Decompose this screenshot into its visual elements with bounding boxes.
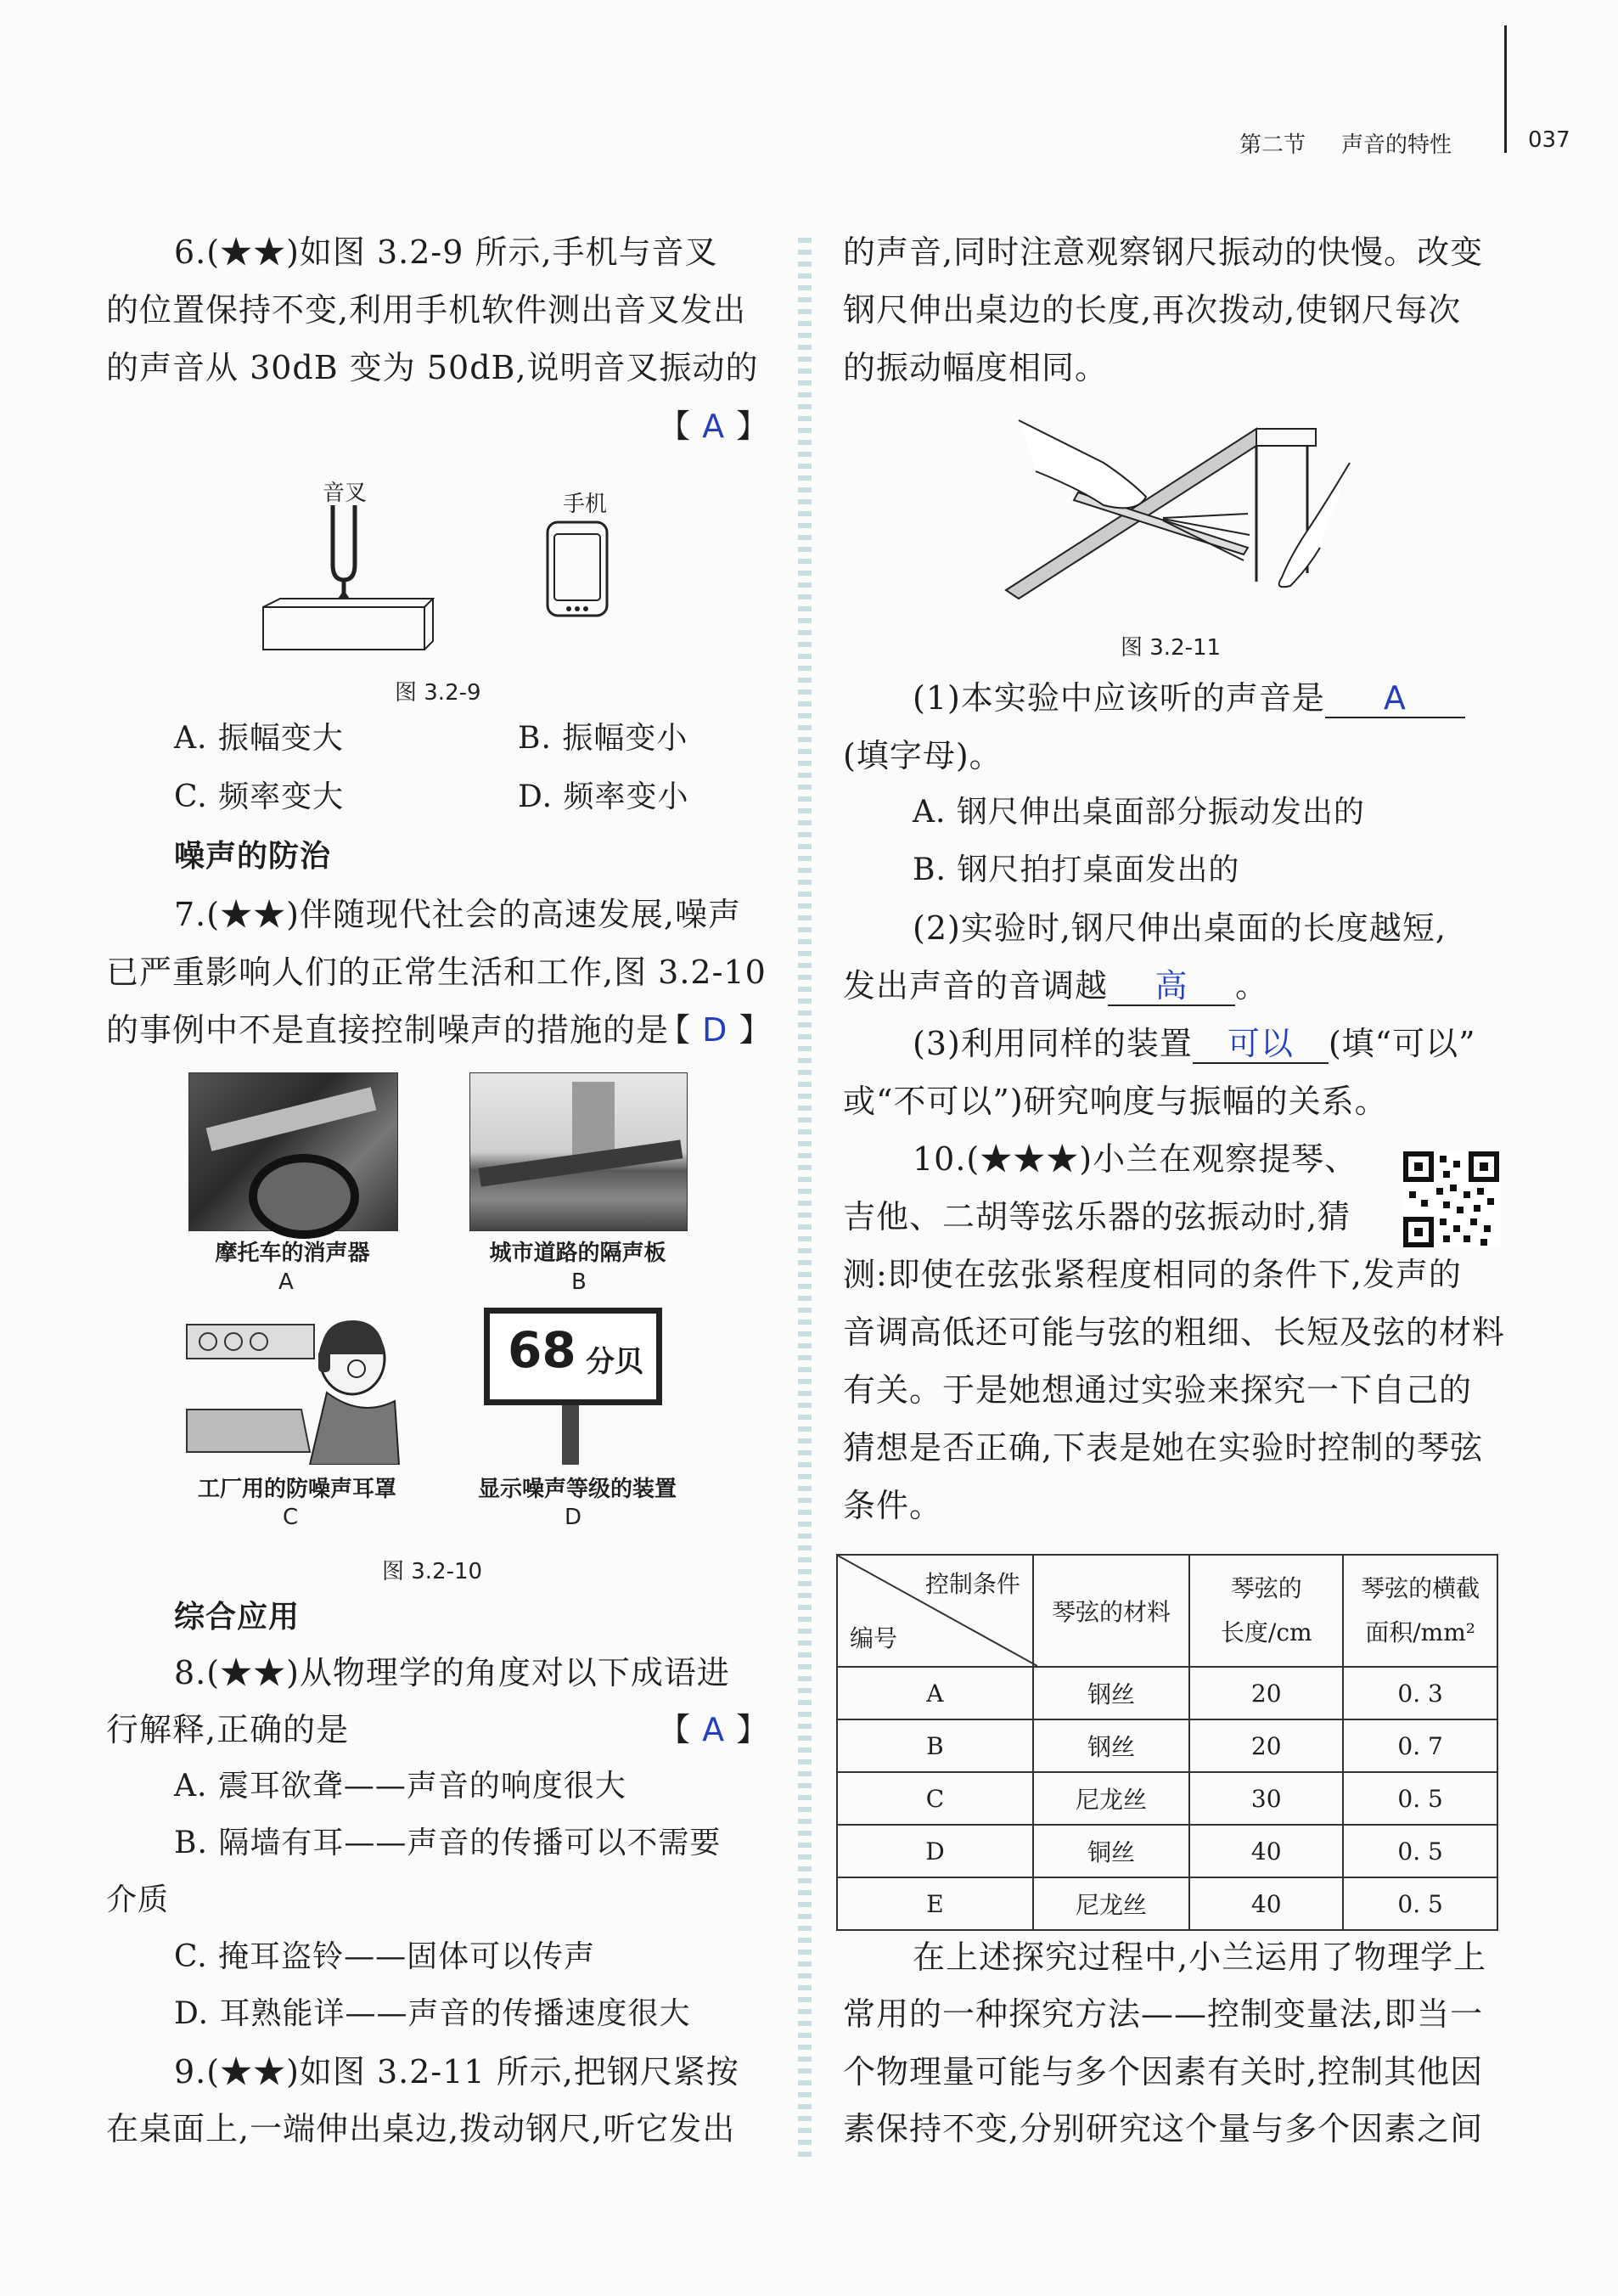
corner-top: 控制条件 [924,1570,1020,1598]
illustration-noise-meter [484,1308,666,1465]
header-material: 琴弦的材料 [1033,1555,1189,1667]
q6-option-a: A. 振幅变大 [174,721,344,756]
column-separator [798,238,812,2157]
photo-noise-barrier [469,1072,688,1231]
q8-answer-bracket: 【 A 】 [658,1711,770,1748]
figure-3-2-9-caption: 图 3.2-9 [395,680,481,706]
q8-option-b: B. 隔墙有耳——声音的传播可以不需要 [174,1826,722,1860]
q6-answer: A [702,408,726,445]
figure-3-2-11 [1002,412,1358,603]
q8-option-d: D. 耳熟能详——声音的传播速度很大 [174,1996,691,2031]
header-length: 琴弦的 长度/cm [1189,1555,1343,1667]
q9-cont-line-3: 的振动幅度相同。 [843,349,1109,386]
sub3-line-2: 或“不可以”)研究响度与振幅的关系。 [843,1083,1388,1120]
q10-line-3: 测:即使在弦张紧程度相同的条件下,发声的 [843,1256,1462,1293]
table-row: D 铜丝 40 0. 5 [837,1825,1497,1877]
q10-line-7: 条件。 [843,1487,943,1524]
sub1-line: (1)本实验中应该听的声音是 A [913,679,1465,718]
q7-line-3: 的事例中不是直接控制噪声的措施的是 [106,1011,670,1049]
q6-line-1: 6.(★★)如图 3.2-9 所示,手机与音叉 [174,234,718,271]
photo-b-label: 城市道路的隔声板 [489,1241,666,1266]
phone-label: 手机 [563,492,608,517]
hand-plucking [1279,463,1350,587]
heading-comprehensive: 综合应用 [174,1600,301,1635]
q7-answer: D [702,1011,728,1049]
photo-d-letter: D [565,1505,582,1530]
q6-option-c: C. 频率变大 [174,779,345,814]
sub1-answer: A [1325,679,1465,718]
figure-3-2-11-caption: 图 3.2-11 [1121,635,1222,661]
corner-bottom: 编号 [850,1624,898,1652]
sub3-answer: 可以 [1193,1025,1329,1064]
q10-line-2: 吉他、二胡等弦乐器的弦振动时,猜 [843,1198,1351,1235]
section-label: 第二节 [1239,132,1306,158]
sign-value: 68 [508,1321,576,1379]
q10-line-5: 有关。于是她想通过实验来探究一下自己的 [843,1371,1473,1409]
photo-motorcycle-muffler [188,1072,398,1231]
fork-label: 音叉 [323,481,368,506]
tuning-fork [333,505,355,580]
q6-option-d: D. 频率变小 [518,779,689,814]
header-divider [1504,25,1507,153]
sub3-line-1: (3)利用同样的装置 可以 (填“可以” [913,1025,1476,1062]
sub1-option-b: B. 钢尺拍打桌面发出的 [913,853,1240,887]
section-title: 声音的特性 [1341,132,1452,158]
tail-line-2: 常用的一种探究方法——控制变量法,即当一 [843,1995,1484,2033]
qr-code-icon[interactable] [1402,1151,1500,1248]
sub1-option-a: A. 钢尺伸出桌面部分振动发出的 [913,795,1365,830]
q7-line-2: 已严重影响人们的正常生活和工作,图 3.2-10 [106,954,767,991]
q6-option-b: B. 振幅变小 [518,721,688,756]
sign-unit: 分贝 [586,1345,643,1379]
table-corner-cell [837,1555,1033,1667]
sub1-line-2: (填字母)。 [843,737,1003,774]
figure-3-2-10-caption: 图 3.2-10 [382,1559,483,1584]
q7-answer-bracket: 【 D 】 [658,1011,772,1049]
page-number: 037 [1528,127,1570,153]
q6-line-3: 的声音从 30dB 变为 50dB,说明音叉振动的 [106,349,759,386]
q8-option-a: A. 震耳欲聋——声音的响度很大 [174,1769,626,1804]
q8-option-b-cont: 介质 [106,1882,170,1917]
q8-line-2: 行解释,正确的是 [106,1711,350,1748]
q6-line-2: 的位置保持不变,利用手机软件测出音叉发出 [106,291,747,329]
table-row: E 尼龙丝 40 0. 5 [837,1877,1497,1930]
table-row: C 尼龙丝 30 0. 5 [837,1772,1497,1825]
sub2-answer: 高 [1108,967,1235,1006]
illustration-earmuffs [183,1308,403,1465]
tail-line-4: 素保持不变,分别研究这个量与多个因素之间 [843,2110,1484,2147]
q9-cont-line-2: 钢尺伸出桌边的长度,再次拨动,使钢尺每次 [843,291,1462,329]
tail-line-1: 在上述探究过程中,小兰运用了物理学上 [913,1939,1487,1976]
wooden-block [263,607,424,650]
q10-line-1: 10.(★★★)小兰在观察提琴、 [913,1140,1358,1178]
photo-a-label: 摩托车的消声器 [215,1241,370,1266]
photo-b-letter: B [571,1269,587,1295]
q8-line-1: 8.(★★)从物理学的角度对以下成语进 [174,1654,730,1691]
q8-answer: A [702,1711,726,1748]
q9-line-2: 在桌面上,一端伸出桌边,拨动钢尺,听它发出 [106,2110,736,2147]
q9-line-1: 9.(★★)如图 3.2-11 所示,把钢尺紧按 [174,2053,739,2091]
phone-icon [548,522,607,616]
photo-c-letter: C [283,1505,299,1530]
header-area: 琴弦的横截 面积/mm² [1343,1555,1497,1667]
photo-c-label: 工厂用的防噪声耳罩 [197,1477,396,1502]
tail-line-3: 个物理量可能与多个因素有关时,控制其他因 [843,2053,1484,2091]
string-conditions-table [836,1554,1498,1931]
sub2-line-2: 发出声音的音调越 高 。 [843,967,1269,1004]
q8-option-c: C. 掩耳盗铃——固体可以传声 [174,1939,596,1974]
photo-a-letter: A [278,1269,294,1295]
sub2-line-1: (2)实验时,钢尺伸出桌面的长度越短, [913,909,1447,947]
heading-noise-control: 噪声的防治 [174,839,332,874]
table-row: A 钢丝 20 0. 3 [837,1667,1497,1719]
photo-d-label: 显示噪声等级的装置 [477,1477,677,1502]
q6-answer-bracket: 【 A 】 [658,408,770,445]
q7-line-1: 7.(★★)伴随现代社会的高速发展,噪声 [174,896,741,933]
q10-line-4: 音调高低还可能与弦的粗细、长短及弦的材料 [843,1314,1506,1351]
table-row: B 钢丝 20 0. 7 [837,1719,1497,1772]
q10-line-6: 猜想是否正确,下表是她在实验时控制的琴弦 [843,1429,1484,1466]
q9-cont-line-1: 的声音,同时注意观察钢尺振动的快慢。改变 [843,234,1484,271]
